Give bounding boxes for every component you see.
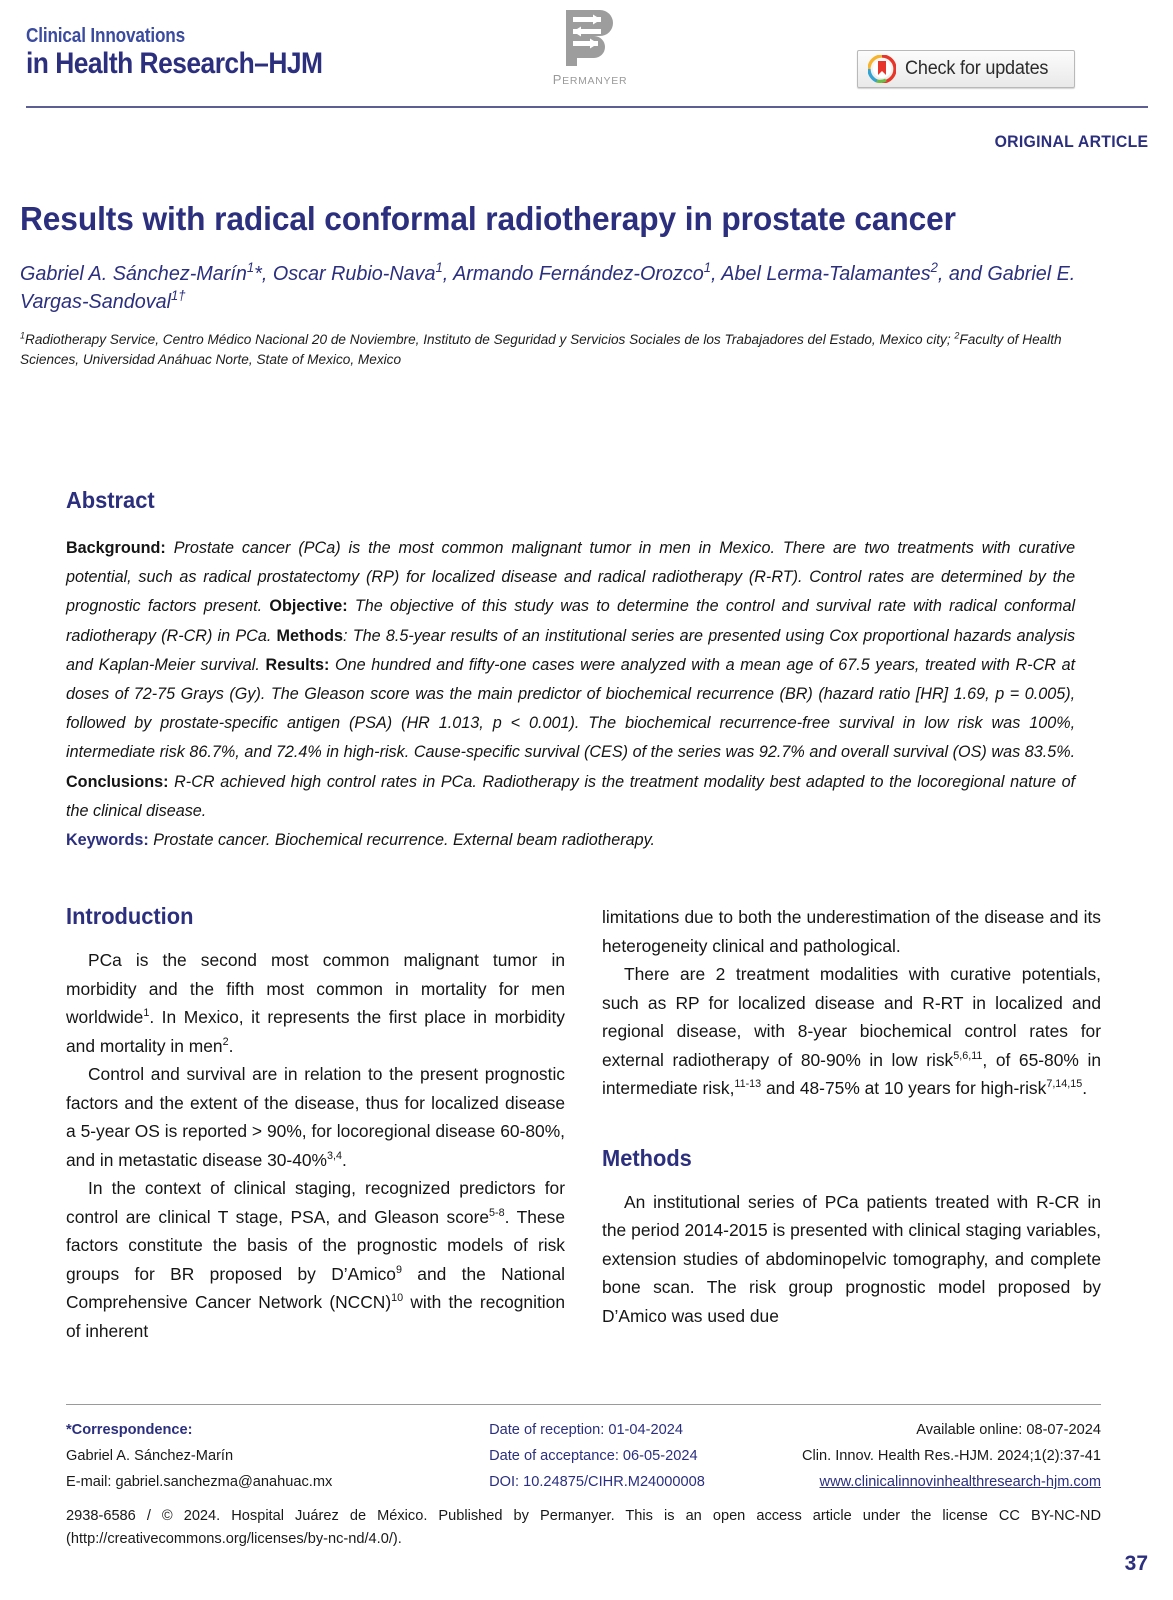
intro-p2-b: . xyxy=(341,1149,347,1170)
author-list xyxy=(20,260,1109,317)
right-paragraph-2 xyxy=(602,960,1101,1103)
author-line-1: Gabriel A. Sánchez-Marín$^1$*, Oscar Rubio-Nava$^1$, Armando Fernández-Orozco$^1$, Abel Lerma-Talamantes$^2$, and Gabriel E. Vargas-Sandoval$^{1\dagger}$ xyxy=(20,259,1076,313)
footer-divider xyxy=(66,1404,1101,1405)
abstract-text-results: One hundred and fifty-one cases were analyzed with a mean age of 67.5 years, treated with R-CR at doses of 72-75 Grays (Gy). The Gleason score was the main predictor of biochemical recurrence (BR) (hazard ratio [HR] 1.69, p = 0.005), followed by prostate-specific antigen (PSA) (HR 1.013, p < 0.001). The biochemical recurrence-free survival in low risk was 100%, intermediate risk 86.7%, and 72.4% in high-risk. Cause-specific survival (CES) of the series was 92.7% and overall survival (OS) was 83.5%. xyxy=(66,654,1076,762)
publication-block xyxy=(802,1418,1101,1496)
ref-9: 9 xyxy=(395,1264,402,1277)
intro-p1-a: PCa is the second most common malignant tumor in morbidity and the fifth most common in mortality for men worldwide xyxy=(66,950,565,1028)
masthead-divider xyxy=(26,106,1148,108)
correspondence-name: Gabriel A. Sánchez-Marín xyxy=(66,1447,234,1464)
right-paragraph-1: limitations due to both the underestimation of the disease and its heterogeneity clinical and pathological. xyxy=(602,907,1101,956)
ref-11-13: 11-13 xyxy=(734,1078,762,1091)
permanyer-wordmark xyxy=(543,72,637,87)
ref-10: 10 xyxy=(391,1292,404,1305)
journal-title-line1: Clinical Innovations xyxy=(26,25,186,47)
correspondence-label: *Correspondence: xyxy=(66,1422,193,1438)
abstract-label-methods: Methods xyxy=(276,625,344,645)
page-number: 37 xyxy=(1124,1552,1148,1575)
abstract-text-methods: : The 8.5-year results of an institutional series are presented using Cox proportional hazards analysis and Kaplan-Meier survival. xyxy=(66,625,1076,674)
affiliations: $^1$Radiotherapy Service, Centro Médico Nacional 20 de Noviembre, Instituto de Seguridad y Servicios Sociales de los Trabajadores del Estado, Mexico city; $^2$Faculty of Health Sciences, Universidad Anáhuac Norte, State of Mexico, Mexico xyxy=(20,330,1062,369)
intro-p3-d: with the recognition of inherent xyxy=(66,1292,565,1341)
date-of-reception: Date of reception: 01-04-2024 xyxy=(489,1422,683,1438)
keywords-text: Prostate cancer. Biochemical recurrence. External beam radiotherapy. xyxy=(148,830,656,850)
abstract-section xyxy=(66,487,1101,854)
ref-3-4: 3,4 xyxy=(327,1149,342,1162)
abstract-text-background: Prostate cancer (PCa) is the most common malignant tumor in men in Mexico. There are two treatments with curative potential, such as radical prostatectomy (RP) for localized disease and radical radiotherapy (R-RT). Control rates are determined by the prognostic factors present. xyxy=(66,538,1076,616)
footer xyxy=(66,1418,1101,1552)
intro-p3-a: In the context of clinical staging, recognized predictors for control are clinical T stage, PSA, and Gleason score xyxy=(66,1178,565,1227)
abstract-heading: Abstract xyxy=(66,487,155,513)
ref-1: 1 xyxy=(143,1007,150,1020)
correspondence-block xyxy=(66,1418,489,1496)
permanyer-rest: ERMANYER xyxy=(562,75,628,87)
journal-title-line2: in Health Research–HJM xyxy=(26,47,323,80)
available-online: Available online: 08-07-2024 xyxy=(916,1422,1101,1438)
right-p2-b: , of 65-80% in intermediate risk, xyxy=(602,1049,1101,1099)
intro-p1-c: . xyxy=(228,1035,234,1056)
intro-paragraph-3 xyxy=(66,1174,565,1345)
footer-grid xyxy=(66,1418,1101,1496)
abstract-text-conclusions: R-CR achieved high control rates in PCa. Radiotherapy is the treatment modality best adapted to the locoregional nature of the clinical disease. xyxy=(66,771,1076,820)
ref-7-14-15: 7,14,15 xyxy=(1046,1078,1083,1091)
permanyer-cap: P xyxy=(552,72,563,87)
column-right xyxy=(602,903,1101,1373)
journal-website-link[interactable]: www.clinicalinnovinhealthresearch-hjm.com xyxy=(819,1473,1101,1490)
abstract-label-results: Results: xyxy=(265,654,330,674)
correspondence-email[interactable]: E-mail: gabriel.sanchezma@anahuac.mx xyxy=(66,1473,333,1490)
keywords xyxy=(66,825,1075,854)
crossmark-button[interactable] xyxy=(857,50,1075,88)
right-p2-c: and 48-75% at 10 years for high-risk xyxy=(761,1078,1047,1099)
keywords-label: Keywords: xyxy=(66,830,149,850)
column-left xyxy=(66,903,565,1373)
intro-p1-b: . In Mexico, it represents the first place in morbidity and mortality in men xyxy=(66,1007,565,1056)
methods-heading: Methods xyxy=(602,1144,692,1171)
methods-paragraph-1: An institutional series of PCa patients treated with R-CR in the period 2014-2015 is presented with clinical staging variables, extension studies of abdominopelvic tomography, and complete bone scan. The risk group prognostic model proposed by D’Amico was used due xyxy=(602,1191,1101,1326)
intro-paragraph-2 xyxy=(66,1060,565,1174)
crossmark-icon xyxy=(868,55,896,83)
page-title: Results with radical conformal radiotherapy in prostate cancer xyxy=(20,200,956,237)
intro-p2-a: Control and survival are in relation to the present prognostic factors and the extent of the disease, thus for localized disease a 5-year OS is reported > 90%, for locoregional disease 60-80%, and in metastatic disease 30-40% xyxy=(66,1064,565,1170)
right-p2-d: . xyxy=(1082,1078,1088,1099)
article-type-label: ORIGINAL ARTICLE xyxy=(994,132,1148,151)
doi[interactable]: DOI: 10.24875/CIHR.M24000008 xyxy=(489,1473,705,1490)
ref-2: 2 xyxy=(222,1035,229,1048)
body-columns xyxy=(66,903,1101,1373)
abstract-label-background: Background: xyxy=(66,538,166,557)
journal-logo xyxy=(26,26,363,79)
right-p2-a: There are 2 treatment modalities with curative potentials, such as RP for localized disease and R-RT in localized and regional disease, with 8-year biochemical control rates for external radiotherapy of 80-90% in low risk xyxy=(602,964,1101,1070)
abstract-label-conclusions: Conclusions: xyxy=(66,771,169,791)
ref-5-8: 5-8 xyxy=(489,1206,505,1219)
license-statement: 2938-6586 / © 2024. Hospital Juárez de México. Published by Permanyer. This is an open access article under the license CC BY-NC-ND (http://creativecommons.org/licenses/by-nc-nd/4.0/). xyxy=(66,1507,1101,1548)
masthead xyxy=(0,0,1173,112)
citation: Clin. Innov. Health Res.-HJM. 2024;1(2):37-41 xyxy=(801,1447,1101,1464)
date-of-acceptance: Date of acceptance: 06-05-2024 xyxy=(489,1447,698,1464)
dates-block xyxy=(489,1418,802,1496)
abstract-text-objective: The objective of this study was to determine the control and survival rate with radical conformal radiotherapy (R-CR) in PCa. xyxy=(66,596,1076,645)
intro-p3-b: . These factors constitute the basis of the prognostic models of risk groups for BR proposed by D’Amico xyxy=(66,1206,565,1284)
introduction-heading: Introduction xyxy=(66,903,194,929)
permanyer-mark-icon xyxy=(560,8,620,70)
intro-paragraph-1 xyxy=(66,946,565,1060)
ref-5-6-11: 5,6,11 xyxy=(953,1049,983,1062)
title-block xyxy=(20,200,1148,370)
intro-p3-c: and the National Comprehensive Cancer Network (NCCN) xyxy=(66,1263,565,1313)
crossmark-label: Check for updates xyxy=(905,58,1049,79)
abstract-label-objective: Objective: xyxy=(269,596,348,616)
abstract-body xyxy=(66,533,1075,825)
permanyer-logo xyxy=(543,8,637,87)
